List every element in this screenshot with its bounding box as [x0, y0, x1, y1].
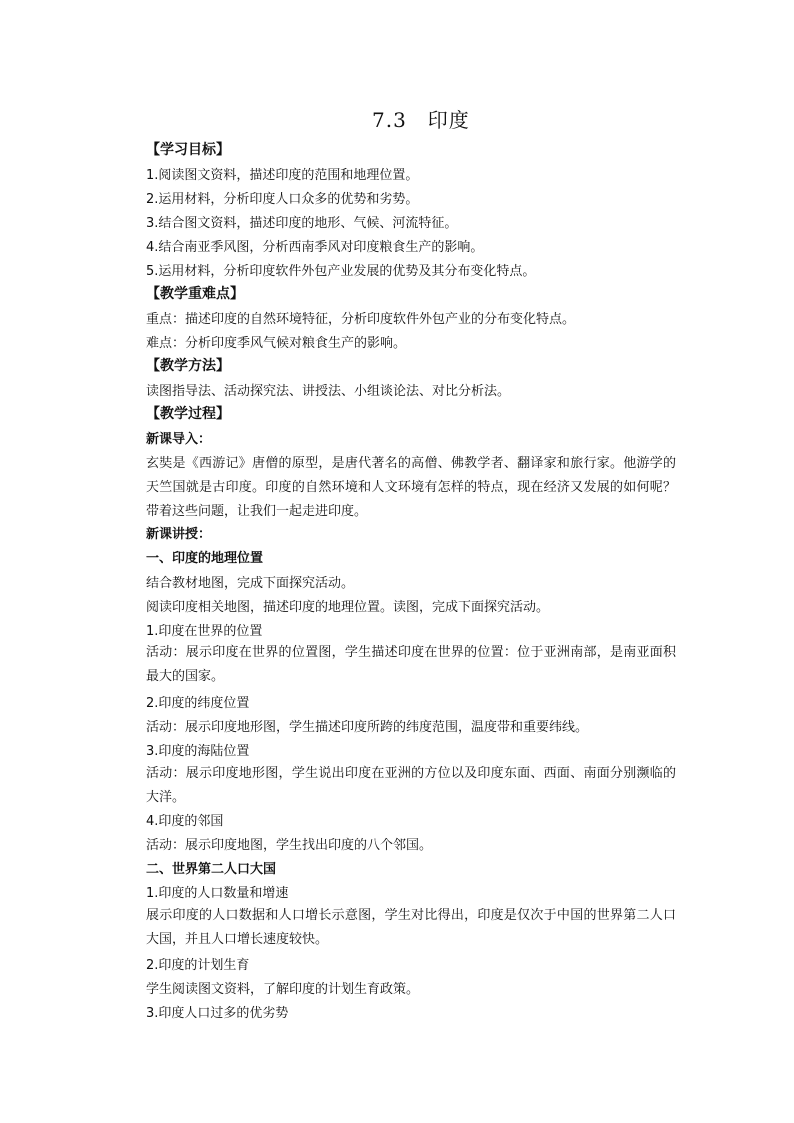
activity-paragraph: 活动：展示印度地图，学生找出印度的八个邻国。: [146, 838, 433, 853]
key-point: 重点：描述印度的自然环境特征，分析印度软件外包产业的分布变化特点。: [146, 312, 576, 327]
section-title: 二、世界第二人口大国: [146, 862, 277, 877]
subsection-title: 1.印度的人口数量和增速: [146, 886, 289, 901]
learning-goals-heading: 【学习目标】: [146, 142, 230, 158]
paragraph: 结合教材地图，完成下面探究活动。: [146, 576, 355, 591]
subsection-title: 2.印度的计划生育: [146, 958, 250, 973]
intro-paragraph: 玄奘是《西游记》唐僧的原型，是唐代著名的高僧、佛教学者、翻译家和旅行家。他游学的天竺国就是古印度。印度的自然环境和人文环境有怎样的特点，现在经济又发展的如何呢？带着这些问题，让我们一起走进印度。: [146, 456, 676, 519]
key-points-heading: 【教学重难点】: [146, 286, 244, 302]
subsection-title: 2.印度的纬度位置: [146, 696, 250, 711]
intro-label: 新课导入：: [146, 432, 212, 447]
subsection-title: 1.印度在世界的位置: [146, 624, 263, 639]
subsection-title: 3.印度人口过多的优劣势: [146, 1006, 289, 1021]
activity-paragraph: 活动：展示印度在世界的位置图，学生描述印度在世界的位置：位于亚洲南部，是南亚面积最大的国家。: [146, 645, 676, 684]
paragraph: 学生阅读图文资料，了解印度的计划生育政策。: [146, 982, 420, 997]
page-title: 7.3 印度: [372, 108, 470, 132]
activity-paragraph: 活动：展示印度地形图，学生说出印度在亚洲的方位以及印度东面、西面、南面分别濒临的大洋。: [146, 766, 676, 805]
process-heading: 【教学过程】: [146, 406, 230, 422]
goal-item: 5.运用材料，分析印度软件外包产业发展的优势及其分布变化特点。: [146, 264, 536, 279]
section-title: 一、印度的地理位置: [146, 551, 264, 566]
paragraph: 展示印度的人口数据和人口增长示意图，学生对比得出，印度是仅次于中国的世界第二人口大国，并且人口增长速度较快。: [146, 908, 676, 947]
goal-item: 3.结合图文资料，描述印度的地形、气候、河流特征。: [146, 216, 458, 231]
methods-text: 读图指导法、活动探究法、讲授法、小组谈论法、对比分析法。: [146, 384, 511, 399]
difficult-point: 难点：分析印度季风气候对粮食生产的影响。: [146, 336, 407, 351]
lecture-label: 新课讲授：: [146, 527, 212, 542]
goal-item: 4.结合南亚季风图，分析西南季风对印度粮食生产的影响。: [146, 240, 484, 255]
goal-item: 1.阅读图文资料，描述印度的范围和地理位置。: [146, 168, 419, 183]
subsection-title: 3.印度的海陆位置: [146, 744, 250, 759]
goal-item: 2.运用材料，分析印度人口众多的优势和劣势。: [146, 192, 419, 207]
paragraph: 阅读印度相关地图，描述印度的地理位置。读图，完成下面探究活动。: [146, 600, 550, 615]
methods-heading: 【教学方法】: [146, 358, 230, 374]
subsection-title: 4.印度的邻国: [146, 814, 224, 829]
activity-paragraph: 活动：展示印度地形图，学生描述印度所跨的纬度范围，温度带和重要纬线。: [146, 720, 589, 735]
